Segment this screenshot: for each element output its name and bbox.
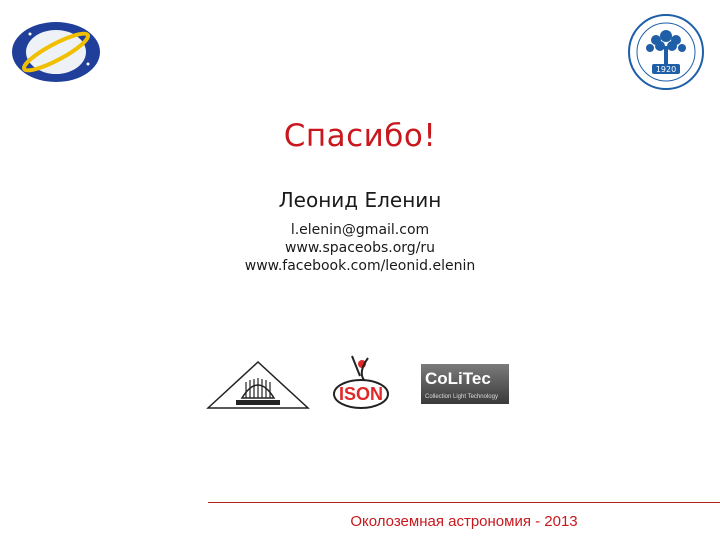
email-link[interactable]: l.elenin@gmail.com: [290, 222, 430, 238]
conference-logo: [10, 12, 102, 84]
colitec-logo: [421, 364, 509, 404]
university-emblem: [626, 12, 706, 92]
colitec-logo-text: CoLiTec: [425, 369, 491, 388]
ison-logo-text: ISON: [338, 384, 384, 404]
website-link[interactable]: www.spaceobs.org/ru: [284, 240, 436, 256]
author-name: Леонид Еленин: [278, 188, 442, 212]
colitec-logo-subtext: Collection Light Technology: [425, 394, 498, 400]
slide-title: Спасибо!: [283, 118, 437, 154]
facebook-link[interactable]: www.facebook.com/leonid.elenin: [244, 258, 476, 274]
ison-logo: [330, 354, 392, 412]
emblem-year: 1920: [655, 65, 677, 74]
observatory-logo: [206, 360, 310, 412]
footer-caption: Околоземная астрономия - 2013: [350, 513, 578, 530]
footer-divider: [208, 502, 720, 503]
